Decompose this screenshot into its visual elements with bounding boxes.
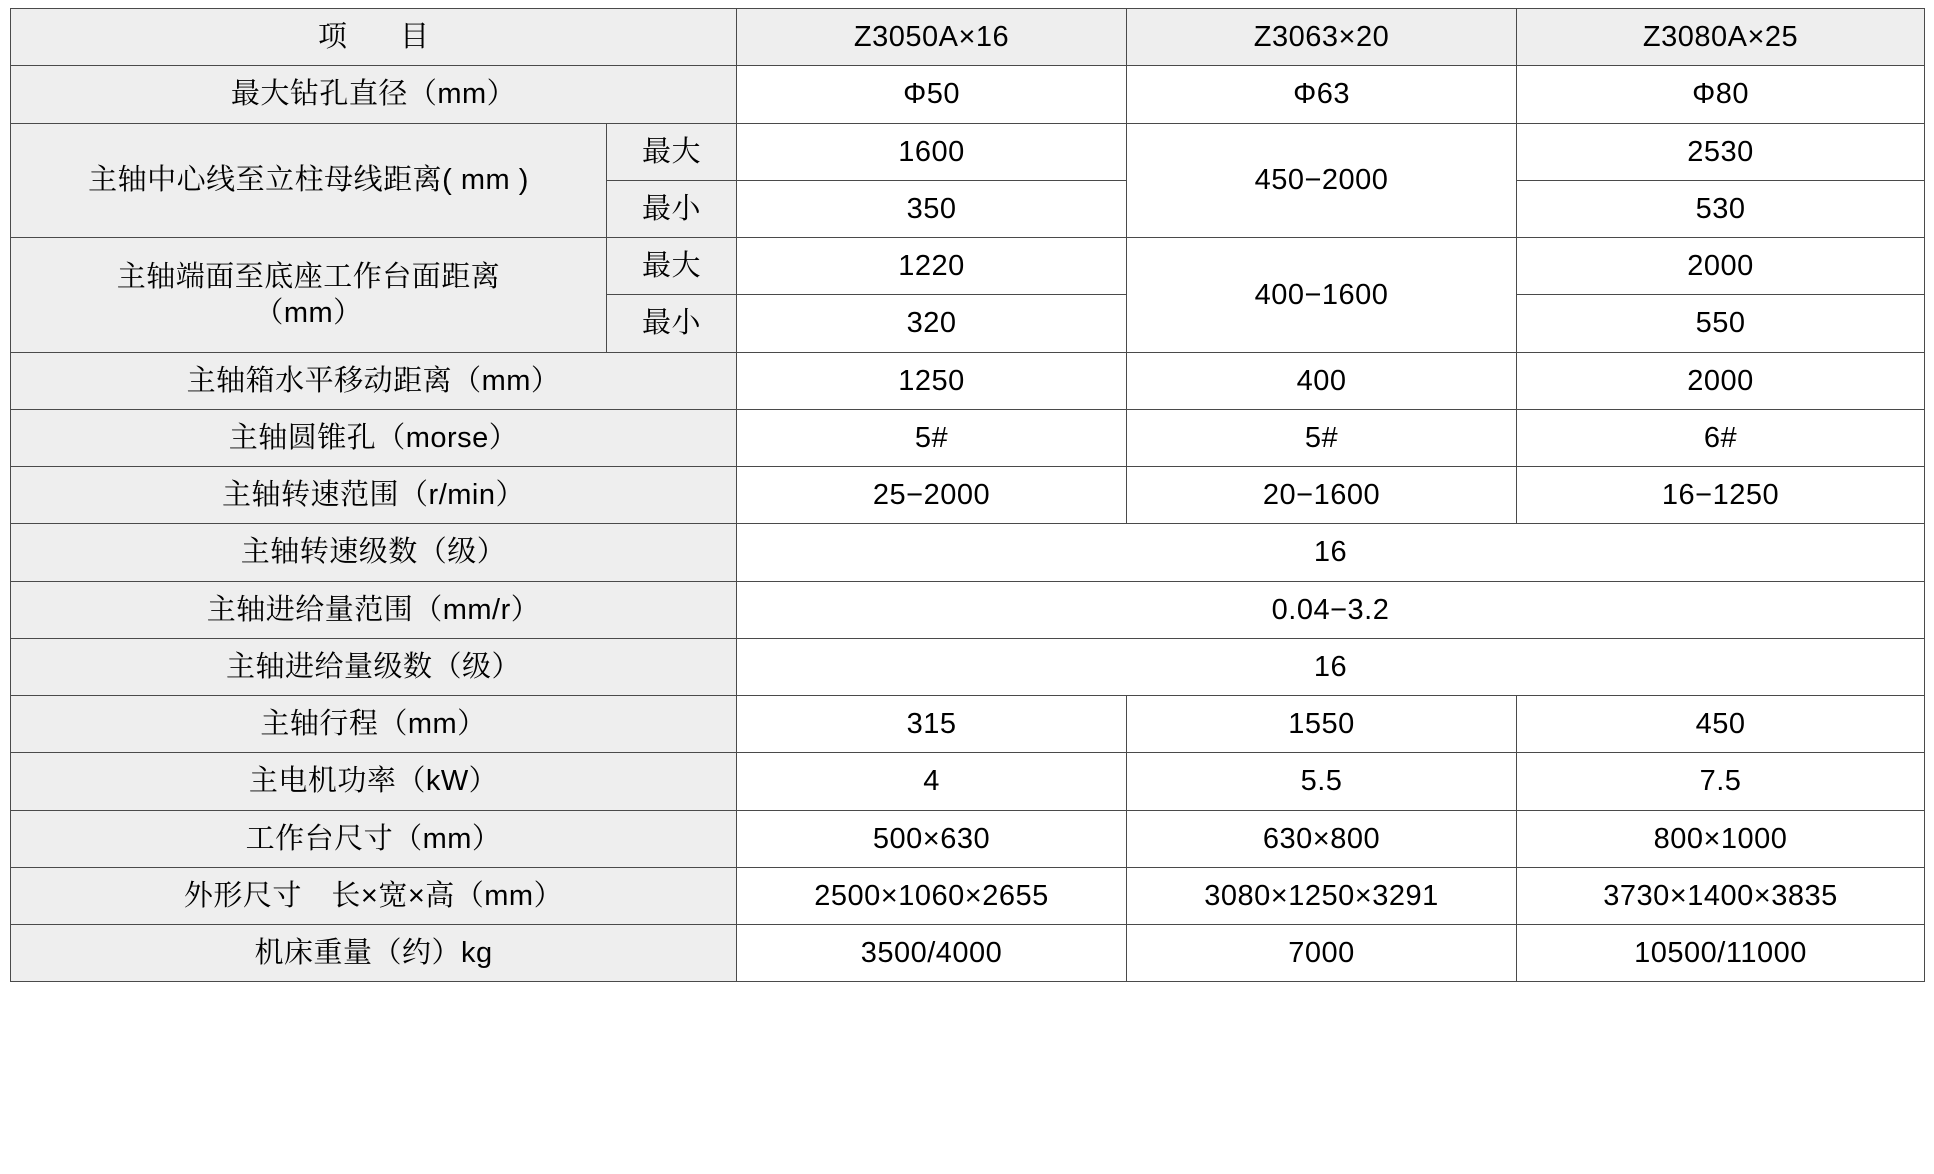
table-row bbox=[11, 123, 1925, 180]
row-label: 主轴转速级数（级） bbox=[11, 524, 737, 581]
row-value: 630×800 bbox=[1127, 810, 1517, 867]
row-value: 7.5 bbox=[1517, 753, 1925, 810]
row-sub-label-max: 最大 bbox=[607, 238, 737, 295]
row-value: 2000 bbox=[1517, 238, 1925, 295]
row-value: 5# bbox=[1127, 409, 1517, 466]
row-value: 2500×1060×2655 bbox=[737, 867, 1127, 924]
row-value: 5# bbox=[737, 409, 1127, 466]
row-label: 主轴箱水平移动距离（mm） bbox=[11, 352, 737, 409]
row-value: Φ50 bbox=[737, 66, 1127, 123]
row-value: 7000 bbox=[1127, 925, 1517, 982]
row-value: 6# bbox=[1517, 409, 1925, 466]
row-label: 主轴转速范围（r/min） bbox=[11, 467, 737, 524]
row-value: 3500/4000 bbox=[737, 925, 1127, 982]
row-label: 主电机功率（kW） bbox=[11, 753, 737, 810]
row-value: 2000 bbox=[1517, 352, 1925, 409]
table-row bbox=[11, 696, 1925, 753]
row-value-merged: 400−1600 bbox=[1127, 238, 1517, 353]
table-row bbox=[11, 524, 1925, 581]
row-value: 10500/11000 bbox=[1517, 925, 1925, 982]
row-sub-label-min: 最小 bbox=[607, 180, 737, 237]
table-row bbox=[11, 638, 1925, 695]
row-value: 3080×1250×3291 bbox=[1127, 867, 1517, 924]
row-value: 1550 bbox=[1127, 696, 1517, 753]
row-value: 25−2000 bbox=[737, 467, 1127, 524]
table-row bbox=[11, 810, 1925, 867]
row-value: Φ63 bbox=[1127, 66, 1517, 123]
header-model-3: Z3080A×25 bbox=[1517, 9, 1925, 66]
row-value: 550 bbox=[1517, 295, 1925, 352]
row-value: 500×630 bbox=[737, 810, 1127, 867]
header-item-label: 项 目 bbox=[11, 9, 737, 66]
row-value: 1220 bbox=[737, 238, 1127, 295]
row-label: 主轴圆锥孔（morse） bbox=[11, 409, 737, 466]
row-label bbox=[11, 238, 607, 353]
table-row bbox=[11, 352, 1925, 409]
row-value: 320 bbox=[737, 295, 1127, 352]
row-label: 主轴进给量范围（mm/r） bbox=[11, 581, 737, 638]
row-value: 1600 bbox=[737, 123, 1127, 180]
table-row bbox=[11, 867, 1925, 924]
row-label-line1: 主轴端面至底座工作台面距离 bbox=[116, 260, 501, 293]
row-value: 20−1600 bbox=[1127, 467, 1517, 524]
table-row bbox=[11, 467, 1925, 524]
row-sub-label-min: 最小 bbox=[607, 295, 737, 352]
row-value: 800×1000 bbox=[1517, 810, 1925, 867]
row-value: 16−1250 bbox=[1517, 467, 1925, 524]
table-row bbox=[11, 581, 1925, 638]
table-row bbox=[11, 66, 1925, 123]
row-value: 350 bbox=[737, 180, 1127, 237]
row-value: 4 bbox=[737, 753, 1127, 810]
row-value-merged: 16 bbox=[737, 638, 1925, 695]
row-value-merged: 0.04−3.2 bbox=[737, 581, 1925, 638]
row-label: 主轴进给量级数（级） bbox=[11, 638, 737, 695]
row-value: 400 bbox=[1127, 352, 1517, 409]
row-value-merged: 16 bbox=[737, 524, 1925, 581]
row-label: 主轴行程（mm） bbox=[11, 696, 737, 753]
row-value-merged: 450−2000 bbox=[1127, 123, 1517, 238]
row-label: 外形尺寸 长×宽×高（mm） bbox=[11, 867, 737, 924]
table-header-row bbox=[11, 9, 1925, 66]
header-model-1: Z3050A×16 bbox=[737, 9, 1127, 66]
table-row bbox=[11, 753, 1925, 810]
row-value: 450 bbox=[1517, 696, 1925, 753]
table-row bbox=[11, 409, 1925, 466]
row-sub-label-max: 最大 bbox=[607, 123, 737, 180]
specification-table bbox=[10, 8, 1925, 982]
row-label: 主轴中心线至立柱母线距离( mm ) bbox=[11, 123, 607, 238]
row-value: 5.5 bbox=[1127, 753, 1517, 810]
row-value: 3730×1400×3835 bbox=[1517, 867, 1925, 924]
row-value: 1250 bbox=[737, 352, 1127, 409]
row-value: 315 bbox=[737, 696, 1127, 753]
row-value: 2530 bbox=[1517, 123, 1925, 180]
row-value: Φ80 bbox=[1517, 66, 1925, 123]
row-label: 最大钻孔直径（mm） bbox=[11, 66, 737, 123]
row-value: 530 bbox=[1517, 180, 1925, 237]
table-row bbox=[11, 925, 1925, 982]
row-label-line2: （mm） bbox=[254, 296, 363, 329]
header-model-2: Z3063×20 bbox=[1127, 9, 1517, 66]
row-label: 工作台尺寸（mm） bbox=[11, 810, 737, 867]
table-row bbox=[11, 238, 1925, 295]
row-label: 机床重量（约）kg bbox=[11, 925, 737, 982]
